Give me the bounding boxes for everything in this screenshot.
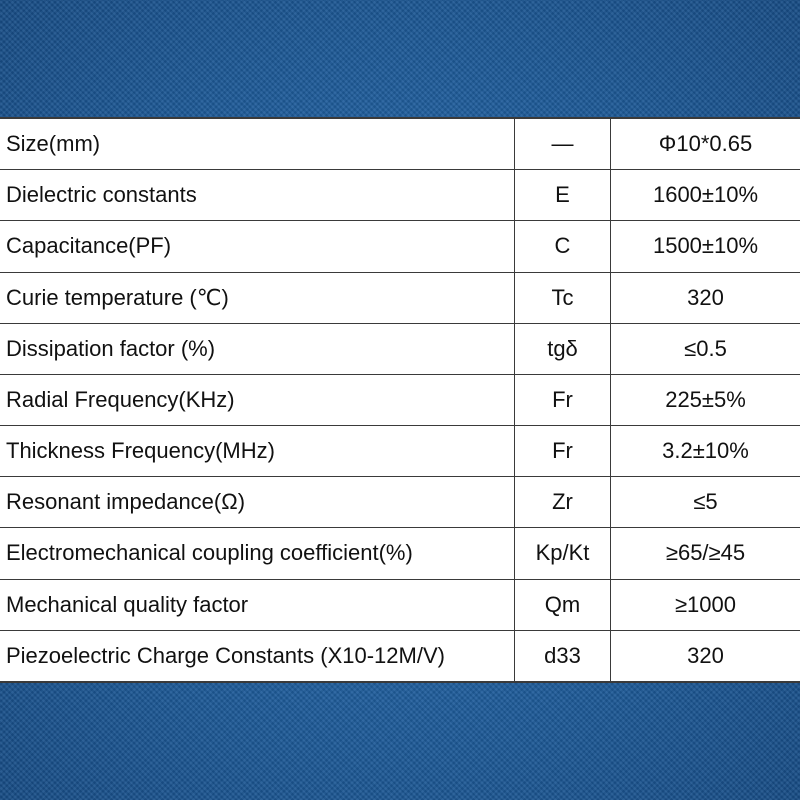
table-row <box>0 221 800 272</box>
value-cell: ≥65/≥45 <box>611 528 800 579</box>
specification-table <box>0 117 800 683</box>
table-row <box>0 170 800 221</box>
value-cell: ≤5 <box>611 477 800 528</box>
value-cell: 320 <box>611 630 800 682</box>
value-cell: ≤0.5 <box>611 323 800 374</box>
table-row <box>0 323 800 374</box>
value-cell: 1600±10% <box>611 170 800 221</box>
param-name-cell: Piezoelectric Charge Constants (X10-12M/V) <box>0 630 515 682</box>
symbol-cell: Qm <box>515 579 611 630</box>
symbol-cell: tgδ <box>515 323 611 374</box>
symbol-cell: E <box>515 170 611 221</box>
param-name-cell: Electromechanical coupling coefficient(%) <box>0 528 515 579</box>
table-row <box>0 118 800 170</box>
param-name-cell: Resonant impedance(Ω) <box>0 477 515 528</box>
symbol-cell: C <box>515 221 611 272</box>
table-row <box>0 426 800 477</box>
symbol-cell: Kp/Kt <box>515 528 611 579</box>
symbol-cell: d33 <box>515 630 611 682</box>
param-name-cell: Thickness Frequency(MHz) <box>0 426 515 477</box>
param-name-cell: Dissipation factor (%) <box>0 323 515 374</box>
value-cell: 3.2±10% <box>611 426 800 477</box>
value-cell: 225±5% <box>611 374 800 425</box>
symbol-cell: Fr <box>515 374 611 425</box>
table-row <box>0 272 800 323</box>
symbol-cell: Tc <box>515 272 611 323</box>
table-row <box>0 374 800 425</box>
spec-table-container <box>0 117 800 683</box>
table-row <box>0 477 800 528</box>
table-row <box>0 579 800 630</box>
value-cell: Φ10*0.65 <box>611 118 800 170</box>
param-name-cell: Dielectric constants <box>0 170 515 221</box>
table-row <box>0 630 800 682</box>
value-cell: ≥1000 <box>611 579 800 630</box>
param-name-cell: Size(mm) <box>0 118 515 170</box>
value-cell: 320 <box>611 272 800 323</box>
symbol-cell: — <box>515 118 611 170</box>
symbol-cell: Fr <box>515 426 611 477</box>
param-name-cell: Mechanical quality factor <box>0 579 515 630</box>
param-name-cell: Radial Frequency(KHz) <box>0 374 515 425</box>
symbol-cell: Zr <box>515 477 611 528</box>
param-name-cell: Capacitance(PF) <box>0 221 515 272</box>
value-cell: 1500±10% <box>611 221 800 272</box>
table-row <box>0 528 800 579</box>
param-name-cell: Curie temperature (℃) <box>0 272 515 323</box>
